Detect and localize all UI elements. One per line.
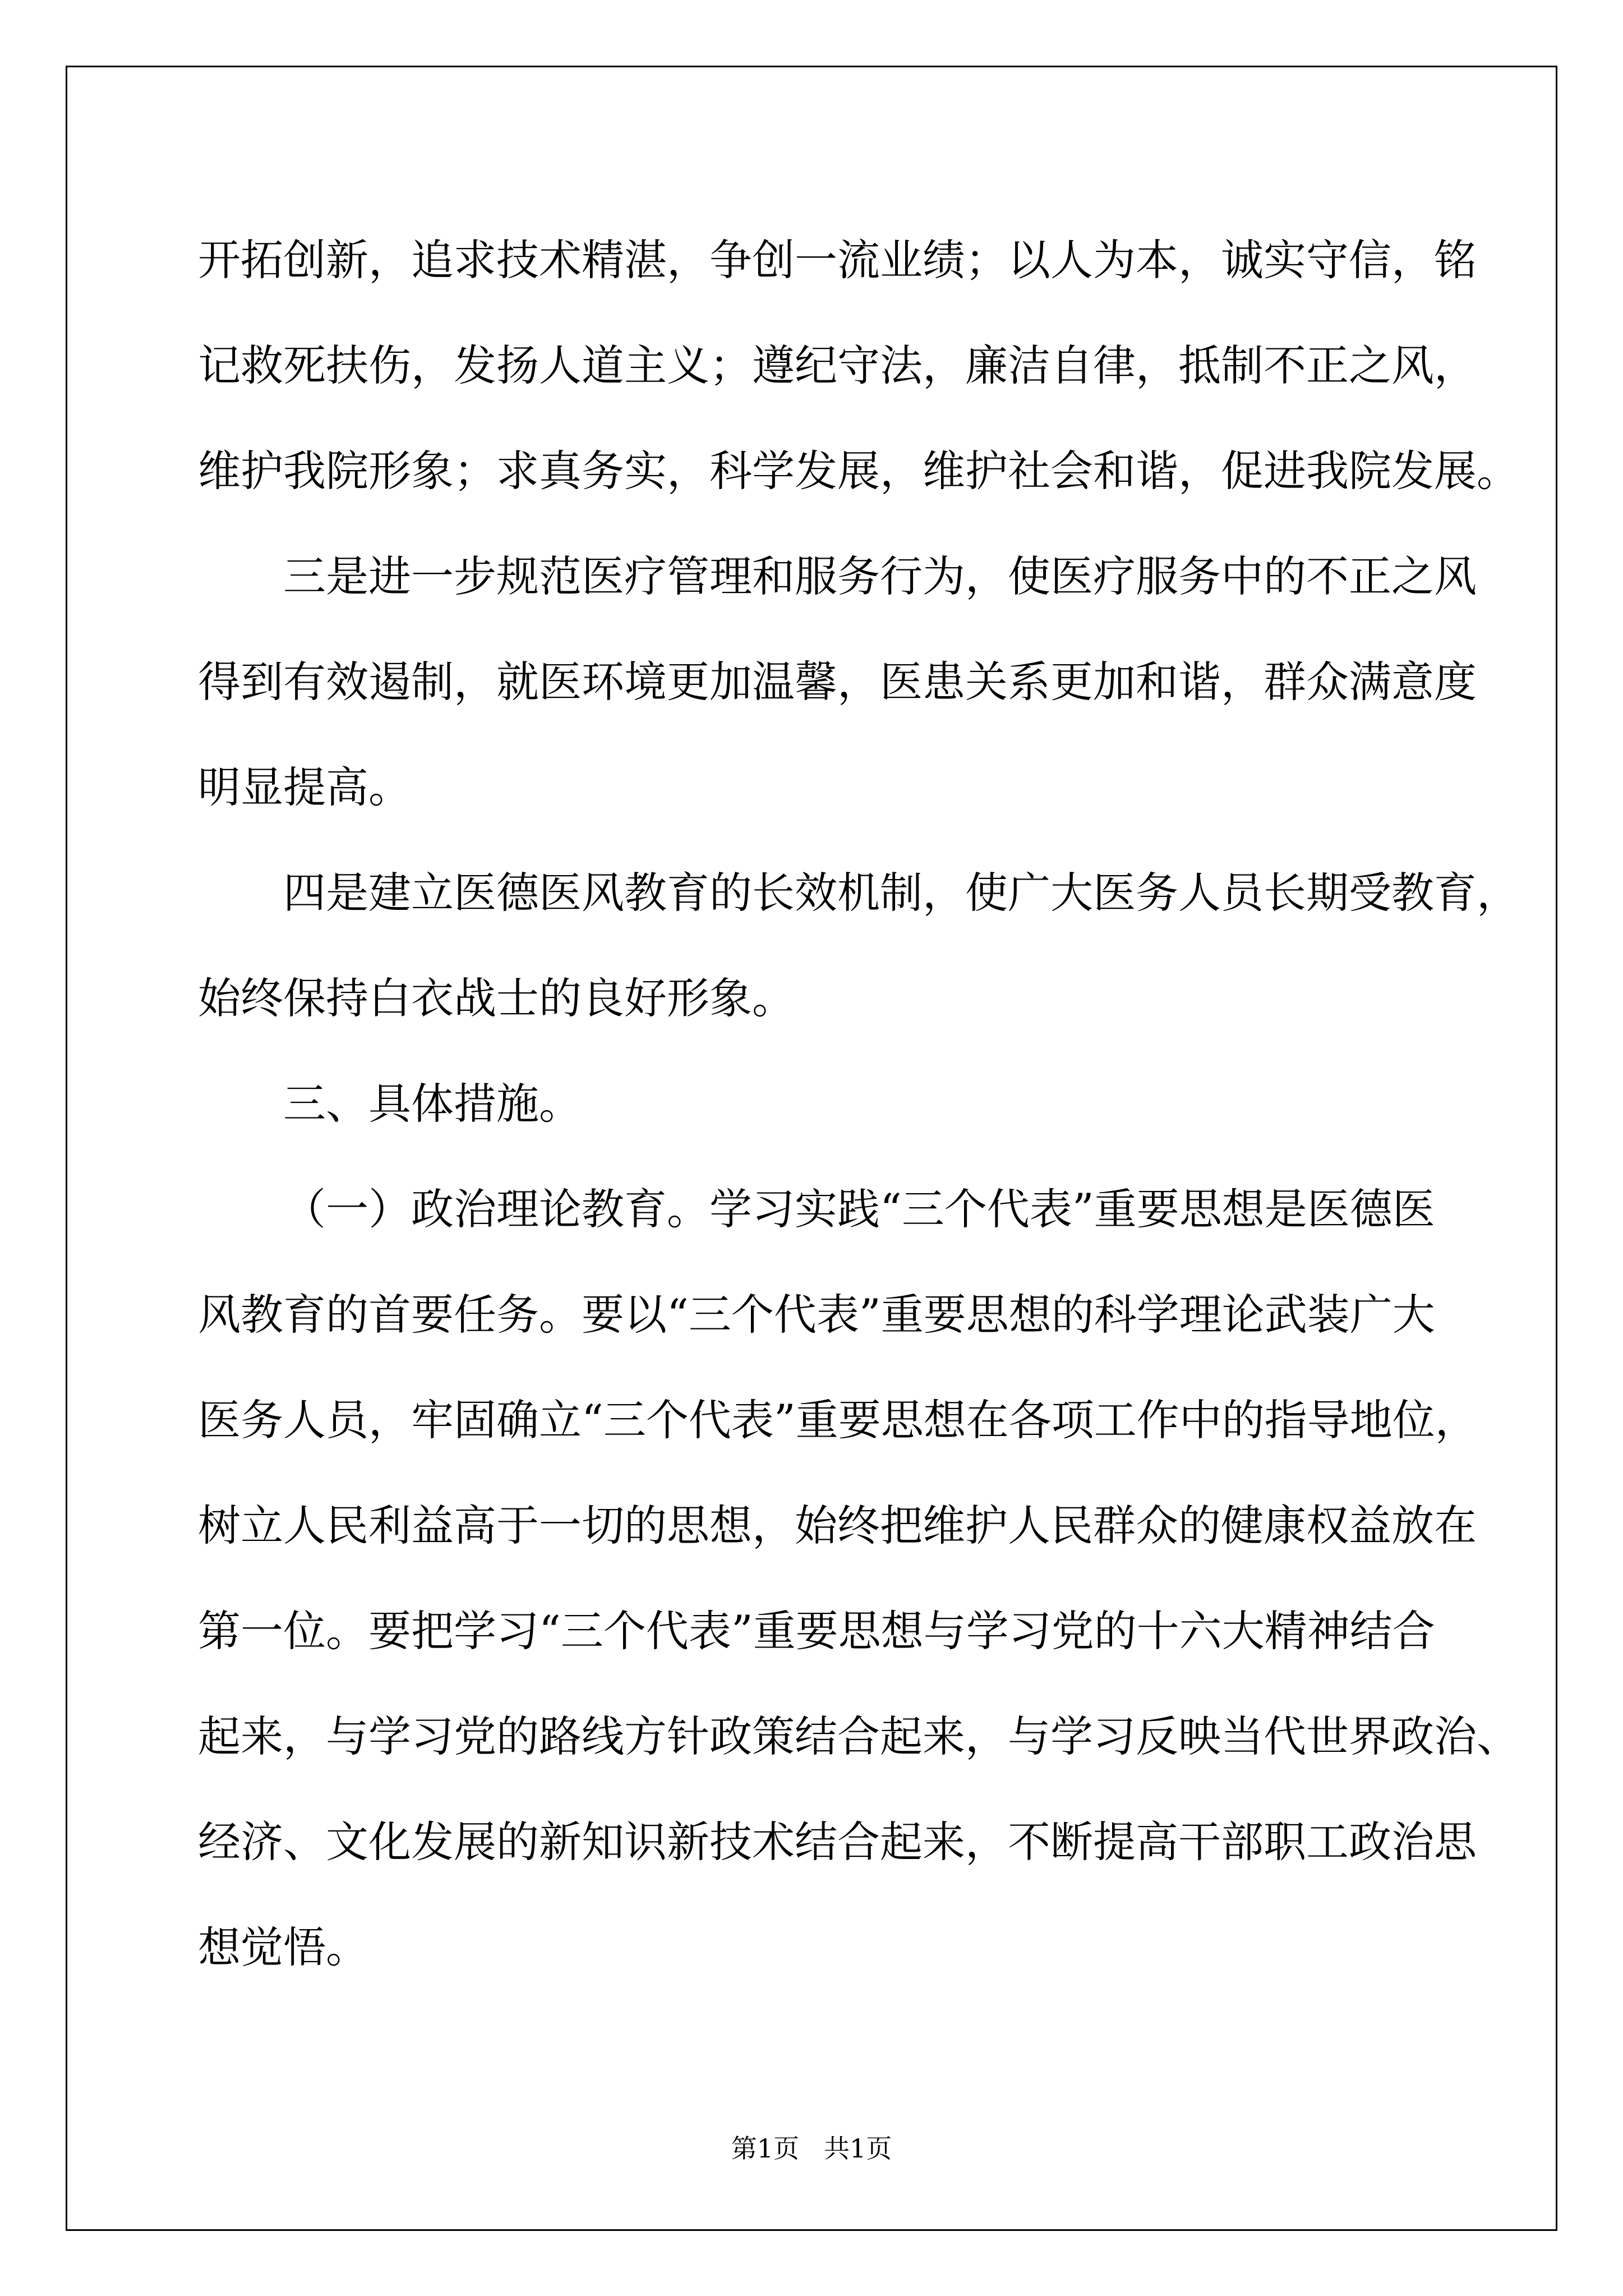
text-line: 风教育的首要任务。要以“三个代表”重要思想的科学理论武装广大 [198, 1290, 1435, 1340]
text-line: 树立人民利益高于一切的思想，始终把维护人民群众的健康权益放在 [198, 1501, 1477, 1550]
text-line: 始终保持白衣战士的良好形象。 [198, 973, 795, 1023]
document-body [198, 208, 1519, 2000]
text-line: 记救死扶伤，发扬人道主义；遵纪守法，廉洁自律，抵制不正之风， [198, 341, 1477, 390]
text-line: 想觉悟。 [198, 1922, 368, 1972]
text-line: （一）政治理论教育。学习实践“三个代表”重要思想是医德医 [283, 1184, 1435, 1234]
section-heading [198, 1051, 1432, 1157]
text-line: 经济、文化发展的新知识新技术结合起来，不断提高干部职工政治思 [198, 1817, 1477, 1867]
paragraph [198, 208, 1519, 524]
text-line: 起来，与学习党的路线方针政策结合起来，与学习反映当代世界政治、 [198, 1711, 1519, 1761]
text-line: 维护我院形象；求真务实，科学发展，维护社会和谐，促进我院发展。 [198, 446, 1519, 496]
paragraph [198, 840, 1519, 1051]
text-line: 明显提高。 [198, 762, 411, 812]
page-total: 共1页 [823, 2133, 892, 2164]
paragraph [198, 1157, 1519, 2000]
page-footer [0, 2132, 1623, 2165]
text-line: 四是建立医德医风教育的长效机制，使广大医务人员长期受教育， [283, 868, 1519, 918]
paragraph [198, 524, 1477, 840]
text-line: 开拓创新，追求技术精湛，争创一流业绩；以人为本，诚实守信，铭 [198, 235, 1477, 285]
text-line: 医务人员，牢固确立“三个代表”重要思想在各项工作中的指导地位， [198, 1395, 1478, 1445]
page-number: 第1页 [731, 2133, 800, 2164]
text-line: 三是进一步规范医疗管理和服务行为，使医疗服务中的不正之风 [283, 551, 1477, 601]
text-line: 第一位。要把学习“三个代表”重要思想与学习党的十六大精神结合 [198, 1606, 1435, 1656]
text-line: 得到有效遏制，就医环境更加温馨，医患关系更加和谐，群众满意度 [198, 657, 1477, 707]
text-line: 三、具体措施。 [283, 1079, 582, 1129]
